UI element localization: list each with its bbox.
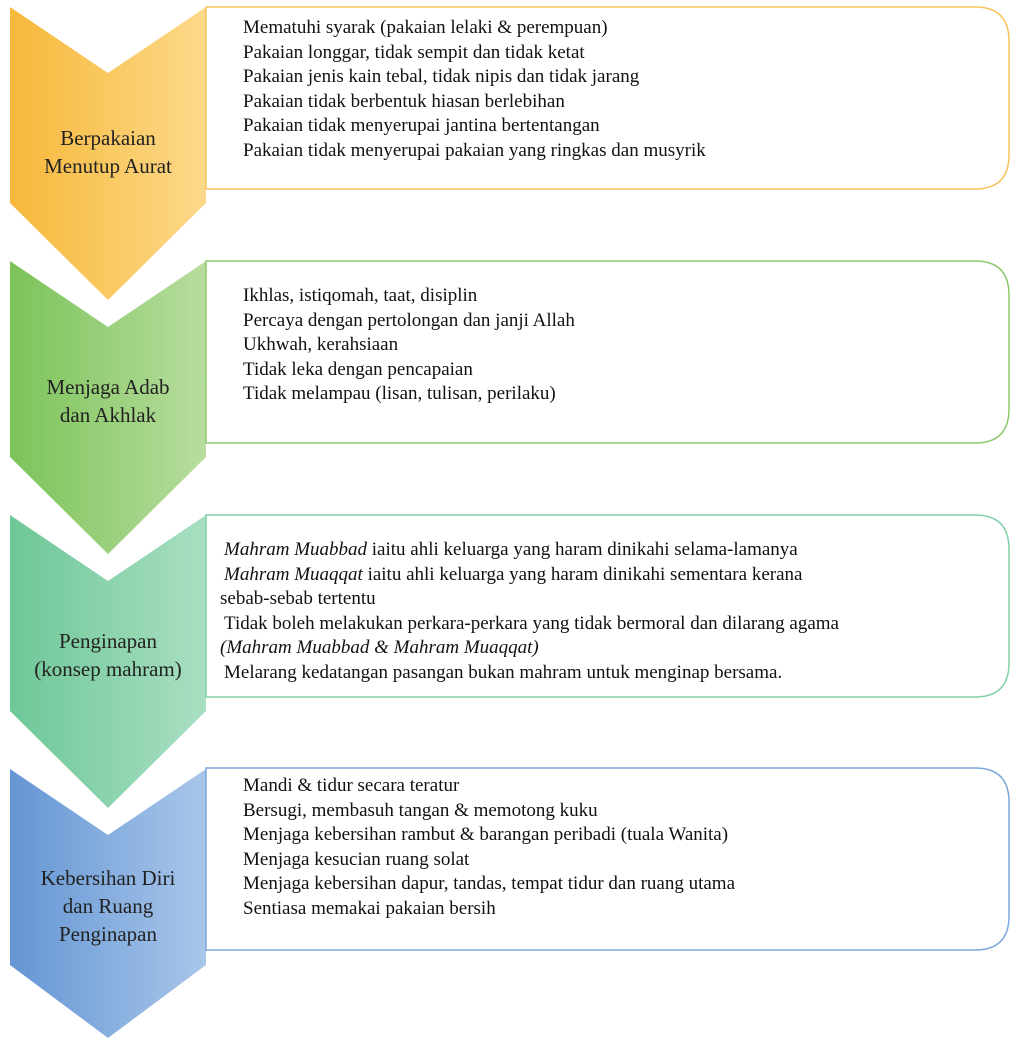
stage-1-items bbox=[243, 16, 706, 164]
list-item: Menjaga kesucian ruang solat bbox=[243, 848, 470, 870]
item-text: Tidak boleh melakukan perkara-perkara yang tidak bermoral dan dilarang agama bbox=[224, 612, 839, 634]
list-item: Percaya dengan pertolongan dan janji Allah bbox=[243, 309, 575, 331]
stage-4-label bbox=[18, 864, 198, 948]
item-text: iaitu ahli keluarga yang haram dinikahi selama-lamanya bbox=[367, 539, 798, 560]
list-item: Menjaga kebersihan rambut & barangan peribadi (tuala Wanita) bbox=[243, 824, 729, 846]
item-text: iaitu ahli keluarga yang haram dinikahi sementara kerana bbox=[362, 563, 803, 585]
list-item: Sentiasa memakai pakaian bersih bbox=[243, 897, 496, 919]
stage-4-label-line-2: dan Ruang bbox=[62, 894, 154, 918]
stage-2-label bbox=[18, 373, 198, 429]
list-item: Ukhwah, kerahsiaan bbox=[243, 334, 399, 356]
list-item: Pakaian jenis kain tebal, tidak nipis dan tidak jarang bbox=[243, 66, 640, 88]
list-item: Bersugi, membasuh tangan & memotong kuku bbox=[243, 799, 598, 821]
stage-1-label-line-1: Berpakaian bbox=[60, 126, 156, 150]
list-item bbox=[220, 661, 839, 686]
list-item: Mematuhi syarak (pakaian lelaki & perempuan) bbox=[243, 17, 608, 38]
stage-2-items bbox=[243, 284, 575, 407]
list-item bbox=[220, 587, 839, 612]
item-text: sebab-sebab tertentu bbox=[220, 588, 376, 610]
list-item bbox=[220, 538, 839, 563]
list-item: Tidak leka dengan pencapaian bbox=[243, 358, 473, 380]
list-item: Menjaga kebersihan dapur, tandas, tempat tidur dan ruang utama bbox=[243, 873, 736, 895]
stage-4-label-line-1: Kebersihan Diri bbox=[40, 866, 176, 890]
stage-1-label-line-2: Menutup Aurat bbox=[44, 154, 172, 178]
stage-2-label-line-1: Menjaga Adab bbox=[46, 375, 170, 399]
stage-2-label-line-2: dan Akhlak bbox=[59, 403, 157, 427]
list-item: Pakaian tidak menyerupai jantina bertentangan bbox=[243, 115, 600, 137]
stage-3-label-line-1: Penginapan bbox=[59, 629, 157, 653]
list-item: Pakaian tidak menyerupai pakaian yang ringkas dan musyrik bbox=[243, 139, 706, 161]
item-italic-term: Mahram Muaqqat bbox=[224, 563, 363, 585]
list-item: Pakaian longgar, tidak sempit dan tidak ketat bbox=[243, 41, 585, 63]
stage-4-items bbox=[243, 774, 735, 922]
list-item: Mandi & tidur secara teratur bbox=[243, 775, 460, 796]
stage-3-items bbox=[220, 538, 839, 686]
stage-1-label bbox=[18, 124, 198, 180]
item-italic-term: (Mahram Muabbad & Mahram Muaqqat) bbox=[220, 637, 539, 659]
stage-3-label-line-2: (konsep mahram) bbox=[34, 657, 182, 681]
list-item bbox=[220, 563, 839, 588]
stage-3-label bbox=[18, 627, 198, 683]
list-item: Tidak melampau (lisan, tulisan, perilaku) bbox=[243, 383, 556, 405]
item-text: Melarang kedatangan pasangan bukan mahram untuk menginap bersama. bbox=[224, 661, 783, 683]
list-item: Ikhlas, istiqomah, taat, disiplin bbox=[243, 285, 478, 306]
list-item: Pakaian tidak berbentuk hiasan berlebihan bbox=[243, 90, 565, 112]
list-item bbox=[220, 636, 839, 661]
item-italic-term: Mahram Muabbad bbox=[224, 539, 368, 560]
stage-4-label-line-3: Penginapan bbox=[59, 922, 157, 946]
list-item bbox=[220, 612, 839, 637]
